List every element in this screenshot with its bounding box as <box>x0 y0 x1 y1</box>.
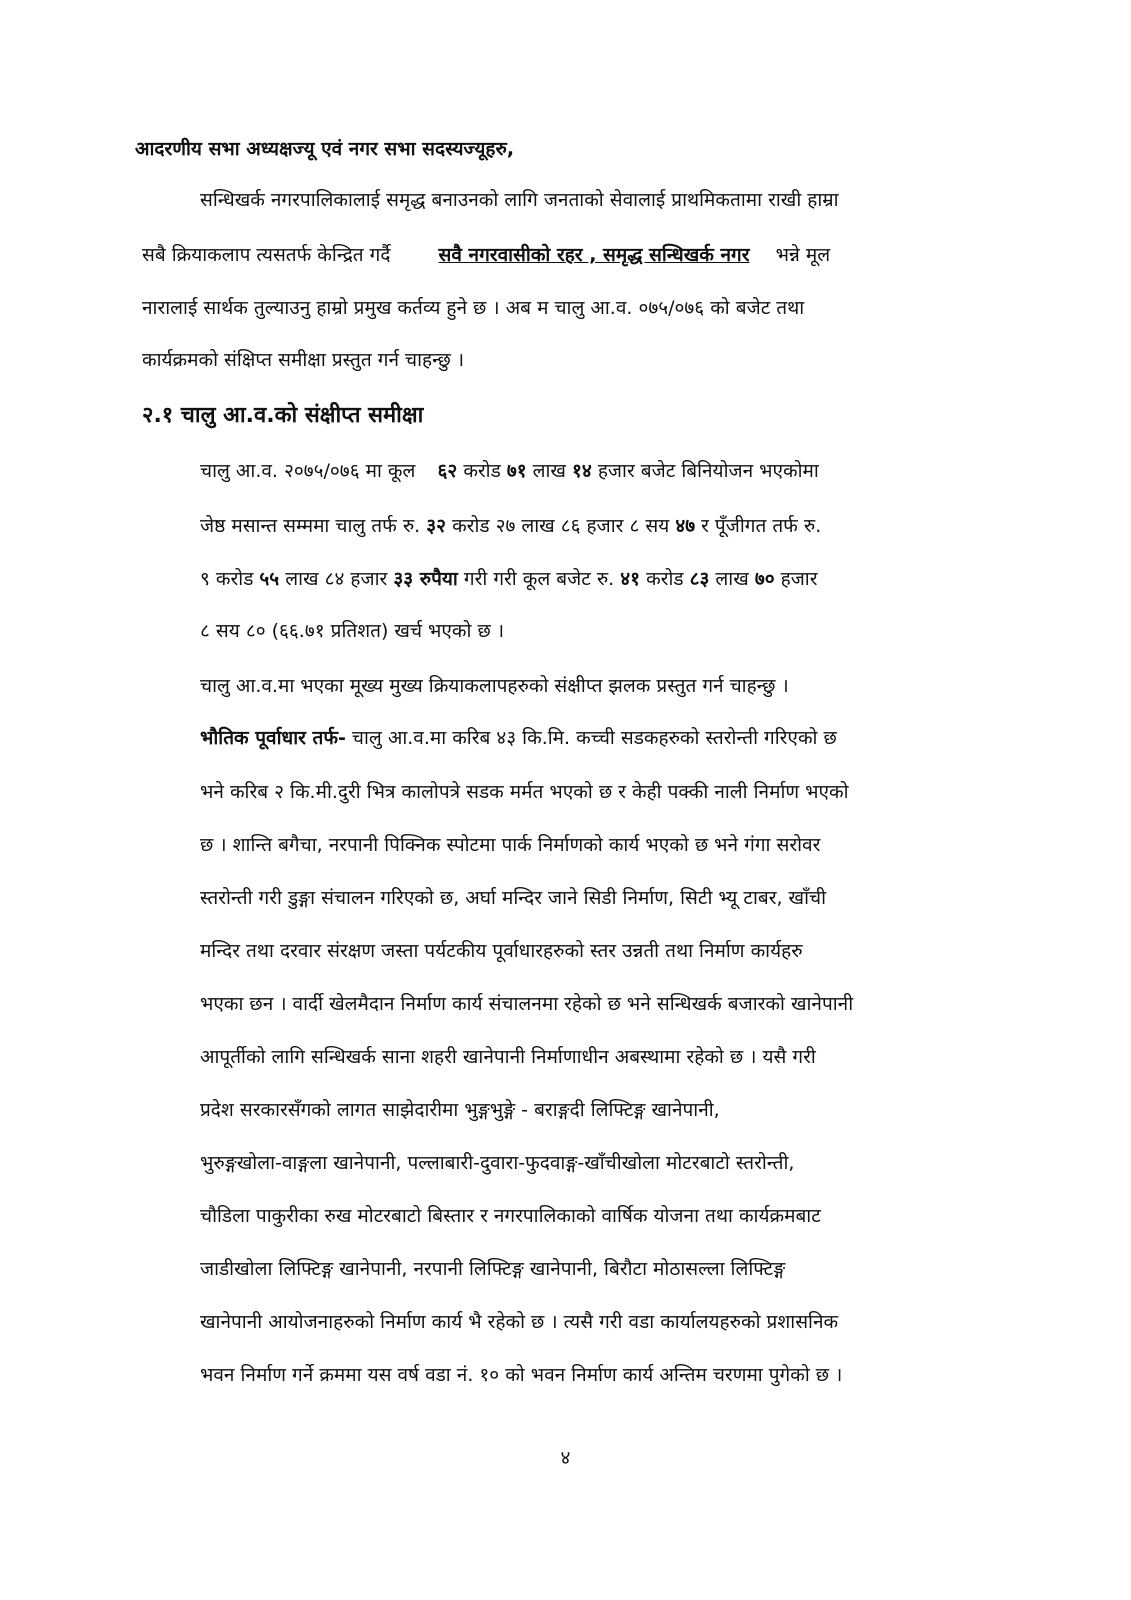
budget-text: करोड २७ लाख ८६ हजार ८ सय <box>452 515 670 537</box>
infra-line-1 <box>200 724 837 752</box>
budget-line-2 <box>200 512 821 540</box>
infra-line: भने करिब २ कि.मी.दुरी भित्र कालोपत्रे सडक मर्मत भएको छ र केही पक्की नाली निर्माण भएको <box>200 781 849 803</box>
budget-text: लाख ८४ हजार <box>285 568 388 590</box>
budget-text: ९ करोड <box>200 568 254 590</box>
infra-line: छ । शान्ति बगैचा, नरपानी पिक्निक स्पोटमा पार्क निर्माणको कार्य भएको छ भने गंगा सरोवर <box>200 834 821 856</box>
budget-line-1 <box>200 457 819 485</box>
slogan: सवै नगरवासीको रहर , समृद्ध सन्धिखर्क नगर <box>438 244 750 266</box>
budget-figure: ७० <box>754 568 775 590</box>
budget-figure: ४१ <box>620 568 641 590</box>
infra-line: खानेपानी आयोजनाहरुको निर्माण कार्य भै रहेको छ । त्यसै गरी वडा कार्यालयहरुको प्रशासनिक <box>200 1311 839 1333</box>
budget-figure: ५५ <box>259 568 280 590</box>
intro-line-2-pre: सबै क्रियाकलाप त्यसतर्फ केन्द्रित गर्दै <box>142 244 391 266</box>
infra-line: भुरुङ्गखोला-वाङ्गला खानेपानी, पल्लाबारी-दुवारा-फुदवाङ्ग-खाँचीखोला मोटरबाटो स्तरोन्ती, <box>200 1152 795 1174</box>
infra-line: जाडीखोला लिफ्टिङ्ग खानेपानी, नरपानी लिफ्टिङ्ग खानेपानी, बिरौटा मोठासल्ला लिफ्टिङ्ग <box>200 1258 786 1280</box>
infra-line: चौडिला पाकुरीका रुख मोटरबाटो बिस्तार र नगरपालिकाको वार्षिक योजना तथा कार्यक्रमबाट <box>200 1205 821 1227</box>
section-heading: २.१ चालु आ.व.को संक्षीप्त समीक्षा <box>142 403 424 428</box>
salutation: आदरणीय सभा अध्यक्षज्यू एवं नगर सभा सदस्यज्यूहरु, <box>135 138 515 160</box>
intro-line-2-post: भन्ने मूल <box>775 244 831 266</box>
budget-figure: ३२ <box>426 515 447 537</box>
infra-label: भौतिक पूर्वाधार तर्फ- <box>200 727 346 749</box>
budget-figure: ८३ <box>689 568 710 590</box>
infra-line: आपूर्तीको लागि सन्धिखर्क साना शहरी खानेपानी निर्माणाधीन अबस्थामा रहेको छ । यसै गरी <box>200 1046 816 1068</box>
intro-line-1: सन्धिखर्क नगरपालिकालाई समृद्ध बनाउनको लागि जनताको सेवालाई प्राथमिकतामा राखी हाम्रा <box>200 189 839 211</box>
infra-line: प्रदेश सरकारसँगको लागत साझेदारीमा भुङ्गभुङ्गे - बराङ्गदी लिफ्टिङ्ग खानेपानी, <box>200 1099 720 1121</box>
budget-line-4: ८ सय ८० (६६.७१ प्रतिशत) खर्च भएको छ । <box>200 620 505 642</box>
budget-figure: १४ <box>572 460 592 482</box>
infra-line: मन्दिर तथा दरवार संरक्षण जस्ता पर्यटकीय पूर्वाधारहरुको स्तर उन्नती तथा निर्माण कार्यहरु <box>200 940 803 962</box>
budget-text: गरी गरी कूल बजेट रु. <box>463 568 615 590</box>
highlights-intro: चालु आ.व.मा भएका मूख्य मुख्य क्रियाकलापहरुको संक्षीप्त झलक प्रस्तुत गर्न चाहन्छु । <box>200 675 789 697</box>
infra-text: चालु आ.व.मा करिब ४३ कि.मि. कच्ची सडकहरुको स्तरोन्ती गरिएको छ <box>351 727 837 749</box>
budget-text: जेष्ठ मसान्त सम्ममा चालु तर्फ रु. <box>200 515 421 537</box>
page-number: ४ <box>560 1447 571 1469</box>
budget-text: करोड <box>463 460 501 482</box>
budget-text: चालु आ.व. २०७५/०७६ मा कूल <box>200 460 416 482</box>
budget-text: हजार <box>780 568 818 590</box>
budget-figure: ७१ <box>506 460 527 482</box>
budget-figure: ६२ <box>437 460 458 482</box>
intro-line-3: नारालाई सार्थक तुल्याउनु हाम्रो प्रमुख कर्तव्य हुने छ । अब म चालु आ.व. ०७५/०७६ को बजेट तथा <box>142 297 805 319</box>
budget-figure: ३३ रुपैया <box>393 568 458 590</box>
budget-line-3 <box>200 565 818 593</box>
infra-line: स्तरोन्ती गरी डुङ्गा संचालन गरिएको छ, अर्घा मन्दिर जाने सिडी निर्माण, सिटी भ्यू टाबर, खाँची <box>200 887 827 909</box>
intro-line-2 <box>142 241 830 269</box>
budget-text: लाख <box>715 568 749 590</box>
intro-line-4: कार्यक्रमको संक्षिप्त समीक्षा प्रस्तुत गर्न चाहन्छु । <box>142 349 465 371</box>
budget-text: हजार बजेट बिनियोजन भएकोमा <box>597 460 819 482</box>
infra-line: भएका छन । वार्दी खेलमैदान निर्माण कार्य संचालनमा रहेको छ भने सन्धिखर्क बजारको खानेपानी <box>200 993 854 1015</box>
infra-line: भवन निर्माण गर्ने क्रममा यस वर्ष वडा नं. १० को भवन निर्माण कार्य अन्तिम चरणमा पुगेको छ । <box>200 1364 843 1386</box>
budget-text: करोड <box>646 568 684 590</box>
budget-text: र पूँजीगत तर्फ रु. <box>701 515 822 537</box>
budget-figure: ४७ <box>675 515 696 537</box>
budget-text: लाख <box>532 460 566 482</box>
